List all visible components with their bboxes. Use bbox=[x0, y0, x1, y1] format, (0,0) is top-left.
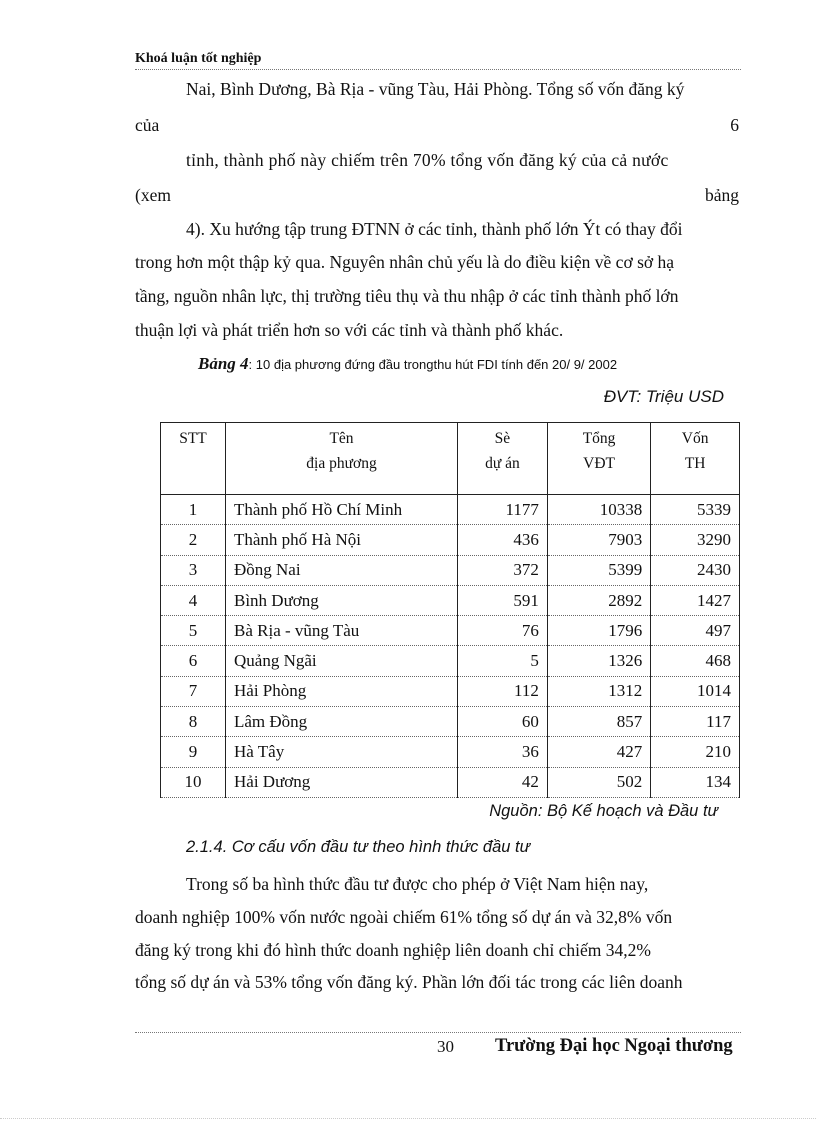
cell-realized: 2430 bbox=[651, 555, 740, 585]
para1-line6: trong hơn một thập kỷ qua. Nguyên nhân chủ yếu là do điều kiện về cơ sở hạ bbox=[135, 252, 675, 272]
footer-rule bbox=[135, 1032, 741, 1033]
para2-line3: đăng ký trong khi đó hình thức doanh nghiệp liên doanh chỉ chiếm 34,2% bbox=[135, 940, 651, 960]
cell-realized: 1427 bbox=[651, 585, 740, 615]
header-stt: STT bbox=[161, 423, 226, 495]
cell-stt: 9 bbox=[161, 737, 226, 767]
table-caption bbox=[198, 354, 617, 374]
para1-line3: tỉnh, thành phố này chiếm trên 70% tổng vốn đăng ký của cả nước bbox=[186, 150, 669, 170]
cell-stt: 1 bbox=[161, 495, 226, 525]
cell-name: Lâm Đồng bbox=[226, 707, 458, 737]
table-row bbox=[161, 646, 740, 676]
table-row bbox=[161, 767, 740, 797]
cell-total: 2892 bbox=[547, 585, 650, 615]
para2-line1: Trong số ba hình thức đầu tư được cho phép ở Việt Nam hiện nay, bbox=[186, 874, 649, 894]
para1-line4-right: bảng bbox=[704, 185, 739, 205]
para1-line2-right: 6 bbox=[730, 115, 739, 135]
page-number: 30 bbox=[437, 1037, 454, 1056]
cell-name: Quảng Ngãi bbox=[226, 646, 458, 676]
cell-total: 5399 bbox=[547, 555, 650, 585]
para2-line2: doanh nghiệp 100% vốn nước ngoài chiếm 61% tổng số dự án và 32,8% vốn bbox=[135, 907, 673, 927]
cell-stt: 8 bbox=[161, 707, 226, 737]
cell-name: Đồng Nai bbox=[226, 555, 458, 585]
para1-line5: 4). Xu hướng tập trung ĐTNN ở các tỉnh, thành phố lớn Ýt có thay đổi bbox=[186, 219, 683, 239]
header-total: Tổng VĐT bbox=[547, 423, 650, 495]
table-unit: ĐVT: Triệu USD bbox=[603, 387, 724, 406]
cell-stt: 6 bbox=[161, 646, 226, 676]
cell-total: 10338 bbox=[547, 495, 650, 525]
cell-name: Bình Dương bbox=[226, 585, 458, 615]
para2-line4: tổng số dự án và 53% tổng vốn đăng ký. Phần lớn đối tác trong các liên doanh bbox=[135, 972, 683, 992]
table-row bbox=[161, 707, 740, 737]
cell-total: 1796 bbox=[547, 616, 650, 646]
cell-projects: 42 bbox=[458, 767, 548, 797]
cell-projects: 1177 bbox=[458, 495, 548, 525]
cell-name: Thành phố Hồ Chí Minh bbox=[226, 495, 458, 525]
cell-total: 857 bbox=[547, 707, 650, 737]
cell-name: Hà Tây bbox=[226, 737, 458, 767]
para1-line8: thuận lợi và phát triển hơn so với các tỉnh và thành phố khác. bbox=[135, 320, 564, 340]
table-row bbox=[161, 525, 740, 555]
cell-stt: 3 bbox=[161, 555, 226, 585]
cell-stt: 4 bbox=[161, 585, 226, 615]
cell-projects: 60 bbox=[458, 707, 548, 737]
table-caption-label: Bảng 4 bbox=[198, 354, 249, 373]
para1-line7: tầng, nguồn nhân lực, thị trường tiêu thụ và thu nhập ở các tỉnh thành phố lớn bbox=[135, 286, 679, 306]
table-row bbox=[161, 616, 740, 646]
fdi-table bbox=[160, 422, 740, 798]
para1-line2 bbox=[135, 115, 739, 136]
para1-line4-left: (xem bbox=[135, 185, 171, 205]
cell-projects: 76 bbox=[458, 616, 548, 646]
cell-projects: 436 bbox=[458, 525, 548, 555]
cell-realized: 497 bbox=[651, 616, 740, 646]
cell-total: 7903 bbox=[547, 525, 650, 555]
cell-projects: 112 bbox=[458, 676, 548, 706]
cell-name: Thành phố Hà Nội bbox=[226, 525, 458, 555]
cell-total: 1326 bbox=[547, 646, 650, 676]
cell-projects: 372 bbox=[458, 555, 548, 585]
cell-stt: 7 bbox=[161, 676, 226, 706]
cell-projects: 5 bbox=[458, 646, 548, 676]
table-row bbox=[161, 555, 740, 585]
cell-realized: 1014 bbox=[651, 676, 740, 706]
cell-stt: 5 bbox=[161, 616, 226, 646]
cell-projects: 591 bbox=[458, 585, 548, 615]
table-row bbox=[161, 495, 740, 525]
cell-total: 1312 bbox=[547, 676, 650, 706]
table-source: Nguồn: Bộ Kế hoạch và Đầu tư bbox=[489, 802, 718, 820]
cell-name: Hải Phòng bbox=[226, 676, 458, 706]
table-caption-text: : 10 địa phương đứng đầu trongthu hút FDI tính đến 20/ 9/ 2002 bbox=[248, 357, 618, 372]
cell-projects: 36 bbox=[458, 737, 548, 767]
table-header-row bbox=[161, 423, 740, 495]
cell-name: Bà Rịa - vũng Tàu bbox=[226, 616, 458, 646]
header-realized: Vốn TH bbox=[651, 423, 740, 495]
cell-realized: 210 bbox=[651, 737, 740, 767]
para1-line4 bbox=[135, 185, 739, 206]
cell-realized: 3290 bbox=[651, 525, 740, 555]
cell-total: 502 bbox=[547, 767, 650, 797]
cell-name: Hải Dương bbox=[226, 767, 458, 797]
header-name: Tên địa phương bbox=[226, 423, 458, 495]
header-projects: Sè dự án bbox=[458, 423, 548, 495]
cell-realized: 134 bbox=[651, 767, 740, 797]
section-subheading: 2.1.4. Cơ cấu vốn đầu tư theo hình thức đầu tư bbox=[186, 838, 531, 856]
table-row bbox=[161, 585, 740, 615]
footer-school: Trường Đại học Ngoại thương bbox=[495, 1036, 733, 1056]
running-header: Khoá luận tốt nghiệp bbox=[135, 51, 741, 70]
table-row bbox=[161, 676, 740, 706]
cell-realized: 5339 bbox=[651, 495, 740, 525]
cell-stt: 2 bbox=[161, 525, 226, 555]
page-edge-divider bbox=[0, 1118, 816, 1119]
para1-line2-left: của bbox=[135, 115, 160, 135]
cell-realized: 468 bbox=[651, 646, 740, 676]
cell-total: 427 bbox=[547, 737, 650, 767]
para1-line1: Nai, Bình Dương, Bà Rịa - vũng Tàu, Hải Phòng. Tổng số vốn đăng ký bbox=[186, 79, 685, 99]
cell-stt: 10 bbox=[161, 767, 226, 797]
table-row bbox=[161, 737, 740, 767]
cell-realized: 117 bbox=[651, 707, 740, 737]
